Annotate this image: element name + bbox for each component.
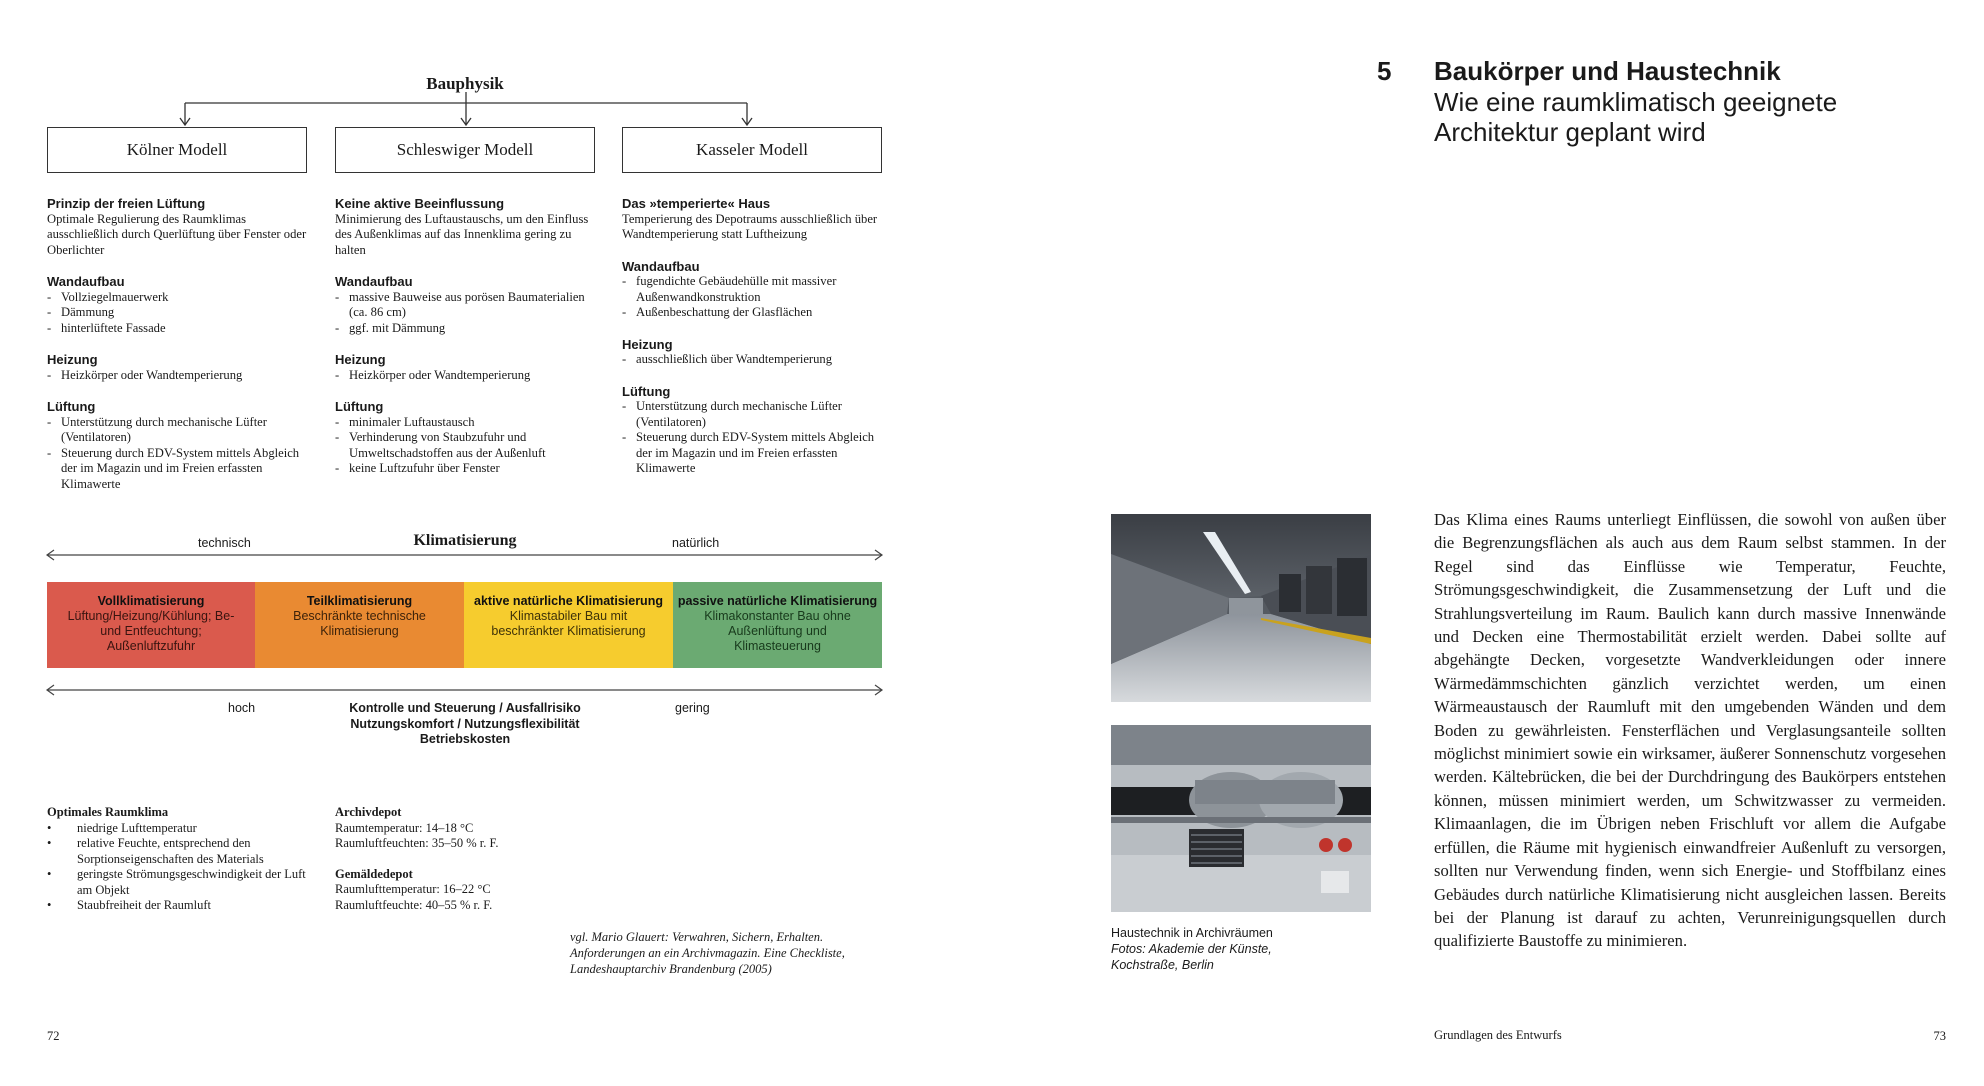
section-list — [47, 415, 312, 493]
list-item: • niedrige Lufttemperatur — [47, 821, 317, 837]
scale-arrow-bottom — [40, 683, 890, 697]
scale-left-label: technisch — [198, 536, 251, 550]
model-column-schleswiger — [335, 196, 600, 477]
section-heading: Das »temperierte« Haus — [622, 196, 771, 211]
band-title: aktive natürliche Klimatisierung — [474, 594, 663, 608]
scale-bottom-caption — [315, 701, 615, 748]
archive-corridor-photo — [1111, 514, 1371, 702]
list-item: - ausschließlich über Wandtemperierung — [622, 352, 887, 368]
section-text: Minimierung des Luftaustauschs, um den Einfluss des Außenklimas auf das Innenklima gering zu halten — [335, 211, 589, 257]
scale-bottom-right-label: gering — [675, 701, 710, 715]
depot-block — [335, 805, 595, 913]
model-column-koelner — [47, 196, 312, 492]
optimal-climate-heading: Optimales Raumklima — [47, 805, 169, 819]
list-item: - Steuerung durch EDV-System mittels Abgleich der im Magazin und im Freien erfassten Klimawerte — [622, 430, 887, 477]
section-heading: Heizung — [47, 352, 98, 367]
scale-bottom-line: Nutzungskomfort / Nutzungsflexibilität — [350, 716, 580, 731]
band-passive-natuerliche — [673, 582, 882, 668]
section-heading: Wandaufbau — [622, 258, 700, 274]
chapter-subtitle-line: Architektur geplant wird — [1434, 117, 1706, 147]
band-aktive-natuerliche — [464, 582, 673, 668]
band-title: Teilklimatisierung — [306, 594, 413, 608]
section-heading: Prinzip der freien Lüftung — [47, 196, 206, 211]
chapter-number: 5 — [1377, 56, 1392, 86]
list-item: - massive Bauweise aus porösen Baumaterialien (ca. 86 cm) — [335, 290, 600, 321]
gemaeldedepot-line: Raumlufttemperatur: 16–22 °C — [335, 882, 491, 896]
list-item: - minimaler Luftaustausch — [335, 415, 600, 431]
section-heading: Keine aktive Beeinflussung — [335, 196, 505, 211]
section-heading: Lüftung — [47, 399, 96, 414]
scale-right-label: natürlich — [672, 536, 720, 550]
ventilation-ducts-photo — [1111, 725, 1371, 912]
list-item: • Staubfreiheit der Raumluft — [47, 898, 317, 914]
list-item: - hinterlüftete Fassade — [47, 321, 312, 337]
section-heading: Lüftung — [622, 383, 671, 399]
optimal-climate-list — [47, 821, 317, 914]
archivdepot-line: Raumtemperatur: 14–18 °C — [335, 820, 474, 835]
section-heading: Lüftung — [335, 399, 384, 414]
chapter-subtitle-line: Wie eine raumklimatisch geeignete — [1434, 87, 1838, 117]
section-heading: Heizung — [335, 352, 386, 367]
source-citation: vgl. Mario Glauert: Verwahren, Sichern, Erhalten. Anforderungen an ein Archivmagazin. Eine Checkliste, Landeshauptarchiv Brandenburg (2005) — [570, 930, 845, 976]
chapter-heading — [1434, 56, 1934, 147]
band-text: Klimastabiler Bau mit beschränkter Klimatisierung — [491, 609, 646, 638]
section-list — [335, 290, 600, 337]
model-box-schleswiger: Schleswiger Modell — [335, 127, 595, 173]
chapter-title: Baukörper und Haustechnik — [1434, 56, 1781, 86]
caption-line: Fotos: Akademie der Künste, — [1111, 942, 1272, 956]
section-heading: Wandaufbau — [47, 274, 125, 289]
scale-arrow-top — [40, 548, 890, 562]
list-item: - Außenbeschattung der Glasflächen — [622, 305, 887, 321]
archivdepot-heading: Archivdepot — [335, 805, 402, 819]
band-teilklimatisierung — [255, 582, 464, 668]
running-footer: Grundlagen des Entwurfs — [1434, 1028, 1562, 1042]
diagram-title: Bauphysik — [426, 74, 504, 93]
model-box-koelner: Kölner Modell — [47, 127, 307, 173]
list-item: - Vollziegelmauerwerk — [47, 290, 312, 306]
band-text: Beschränkte technische Klimatisierung — [293, 609, 426, 638]
archivdepot-line: Raumluftfeuchten: 35–50 % r. F. — [335, 836, 499, 850]
section-list — [622, 399, 887, 477]
section-text: Temperierung des Depotraums ausschließlich über Wandtemperierung statt Luftheizung — [622, 211, 878, 241]
section-list — [47, 368, 312, 384]
bauphysik-connector — [0, 0, 930, 130]
caption-line: Kochstraße, Berlin — [1111, 958, 1214, 972]
body-paragraph: Das Klima eines Raums unterliegt Einflüssen, die sowohl von außen über die Begrenzungsflächen als auch aus dem Raum selbst stammen. In der Regel sind das Einflüsse wie Temperatur, Feuchte, Strömungsgeschwindigkeit, die Zusammensetzung der Luft und die Strahlungsverteilung im Raum. Baulich kann durch massive Innenwände und Decken eine Thermostabilität erzielt werden. Dabei sollte auf abgehängte Decken, vorgesetzte Wandverkleidungen oder innere Wärmedämmschichten gänzlich verzichtet werden, um einen Wärmeaustausch der Raumluft mit den umgebenden Wänden und dem Boden zu gewährleisten. Fensterflächen und Verglasungsanteile sollten möglichst minimiert sowie ein wirksamer, äußerer Sonnenschutz vorgesehen werden. Kältebrücken, die bei der Durchdringung des Baukörpers entstehen können, müssen minimiert werden, um Schwitzwasser zu vermeiden. Klimaanlagen, die im Übrigen neben Frischluft vor allem die Aufgabe erfüllen, die Räume mit hygienisch einwandfreier Außenluft zu versorgen, sollten nur Verwendung finden, wenn sich Energie- und Stoffbilanz eines Gebäudes durch natürliche Klimatisierung nicht ausgleichen lassen. Bereits bei der Planung ist darauf zu achten, Verunreinigungsquellen durch qualifizierte Baustoffe zu minimieren. — [1434, 510, 1946, 951]
scale-bottom-left-label: hoch — [228, 701, 256, 715]
list-item: - Heizkörper oder Wandtemperierung — [47, 368, 312, 384]
scale-bottom-line: Kontrolle und Steuerung / Ausfallrisiko — [349, 701, 581, 715]
list-item: • geringste Strömungsgeschwindigkeit der Luft am Objekt — [47, 867, 317, 898]
band-vollklimatisierung — [47, 582, 255, 668]
section-list — [335, 368, 600, 384]
section-heading: Heizung — [622, 336, 673, 352]
section-list — [622, 274, 887, 321]
list-item: - fugendichte Gebäudehülle mit massiver Außenwandkonstruktion — [622, 274, 887, 305]
scale-bottom-line: Betriebskosten — [419, 732, 511, 746]
list-item: - Unterstützung durch mechanische Lüfter (Ventilatoren) — [47, 415, 312, 446]
list-item: - Dämmung — [47, 305, 312, 321]
caption-line: Haustechnik in Archivräumen — [1111, 926, 1273, 940]
gemaeldedepot-line: Raumluftfeuchte: 40–55 % r. F. — [335, 897, 493, 912]
page-number-right: 73 — [1933, 1029, 1946, 1043]
section-list — [622, 352, 887, 368]
scale-title: Klimatisierung — [413, 532, 517, 549]
model-box-kasseler: Kasseler Modell — [622, 127, 882, 173]
section-list — [335, 415, 600, 477]
list-item: - keine Luftzufuhr über Fenster — [335, 461, 600, 477]
band-text: Lüftung/Heizung/Kühlung; Be- und Entfeuchtung; Außenluftzufuhr — [67, 609, 235, 653]
band-title: passive natürliche Klimatisierung — [677, 594, 878, 608]
list-item: - ggf. mit Dämmung — [335, 321, 600, 337]
section-text: Optimale Regulierung des Raumklimas ausschließlich durch Querlüftung über Fenster oder Oberlichter — [47, 211, 307, 257]
model-column-kasseler — [622, 196, 887, 477]
list-item: - Steuerung durch EDV-System mittels Abgleich der im Magazin und im Freien erfassten Klimawerte — [47, 446, 312, 493]
list-item: • relative Feuchte, entsprechend den Sorptionseigenschaften des Materials — [47, 836, 317, 867]
page-number-left: 72 — [47, 1029, 60, 1043]
band-text: Klimakonstanter Bau ohne Außenlüftung und Klimasteuerung — [704, 609, 851, 653]
optimal-climate-block — [47, 805, 317, 914]
list-item: - Heizkörper oder Wandtemperierung — [335, 368, 600, 384]
list-item: - Verhinderung von Staubzufuhr und Umweltschadstoffen aus der Außenluft — [335, 430, 600, 461]
band-title: Vollklimatisierung — [97, 594, 205, 608]
section-heading: Wandaufbau — [335, 274, 413, 289]
section-list — [47, 290, 312, 337]
gemaeldedepot-heading: Gemäldedepot — [335, 866, 413, 881]
list-item: - Unterstützung durch mechanische Lüfter (Ventilatoren) — [622, 399, 887, 430]
photo-caption — [1111, 925, 1371, 973]
